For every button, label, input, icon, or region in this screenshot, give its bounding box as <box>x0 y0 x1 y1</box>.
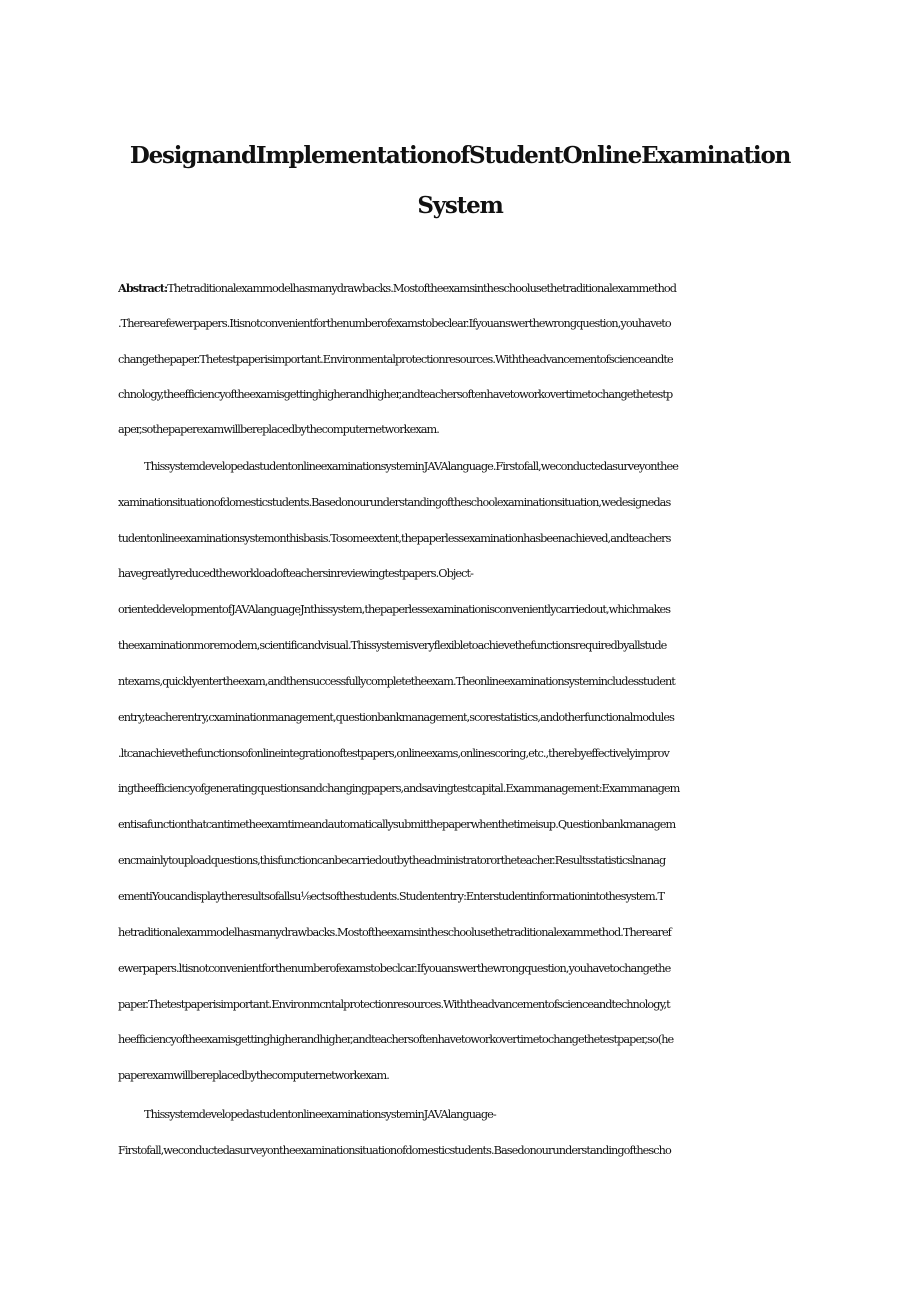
abstract-line: .Therearefewerpapers.Itisnotconvenientforthenumberofexamstobeclear.Ifyouanswerthewrongquestion,youhaveto <box>118 317 671 330</box>
paragraph-line: ntexams,quicklyentertheexam,andthensuccessfullycompletetheexam.Theonlineexaminationsystemincludesstudent <box>118 675 675 688</box>
paragraph-line: ementiYoucandisplaytheresultsofallsu⅛ectsofthestudents.Studententry:Enterstudentinformationintothesystem.T <box>118 890 665 903</box>
paragraph-line: ingtheefficiencyofgeneratingquestionsandchangingpapers,andsavingtestcapital.Exammanagement:Exammanagem <box>118 782 680 795</box>
abstract-line: aper,sothepaperexamwillbereplacedbythecomputernetworkexam. <box>118 423 439 436</box>
paragraph-line: hetraditionalexammodelhasmanydrawbacks.Mostoftheexamsintheschoolusethetraditionalexammethod.Therearef <box>118 926 671 939</box>
abstract-label: Abstract: <box>118 281 168 295</box>
paragraph-line: theexaminationmoremodem,scientificandvisual.Thissystemisveryflexibletoachievethefunctionsrequiredbyallstude <box>118 639 667 652</box>
paragraph-line: ThissystemdevelopedastudentonlineexaminationsysteminJAVAlanguage- <box>144 1108 496 1121</box>
paragraph-line: paper.Thetestpaperisimportant.Environmcntalprotectionresources.Withtheadvancementofscienceandtechnology,t <box>118 998 670 1011</box>
paper-title-line-2: System <box>417 192 503 219</box>
abstract-line: chnology,theefficiencyoftheexamisgettinghigherandhigher,andteachersoftenhavetoworkovertimetochangethetestp <box>118 388 673 401</box>
paragraph-line: orienteddevelopmentofJAVAlanguageJnthissystem,thepaperlessexaminationisconvenientlycarriedout,whichmakes <box>118 603 671 616</box>
paragraph-line: tudentonlineexaminationsystemonthisbasis.Tosomeextent,thepaperlessexaminationhasbeenachieved,andteachers <box>118 532 671 545</box>
abstract-line: changethepaper.Thetestpaperisimportant.Environmentalprotectionresources.Withtheadvancementofscienceandte <box>118 353 673 366</box>
paragraph-line: havegreatlyreducedtheworkloadofteachersinreviewingtestpapers.Object- <box>118 567 473 580</box>
paper-title-line-1: DesignandImplementationofStudentOnlineExamination <box>129 142 791 169</box>
paragraph-line: encmainlytouploadquestions,thisfunctioncanbecarriedoutbytheadministratorortheteacher.Resultsstatisticslnanag <box>118 854 666 867</box>
paragraph-line: entry,teacherentry,cxaminationmanagement,questionbankmanagement,scorestatistics,andotherfunctionalmodules <box>118 711 674 724</box>
paragraph-line: ThissystemdevelopedastudentonlineexaminationsysteminJAVAlanguage.Firstofall,weconductedasurveyonthee <box>144 460 678 473</box>
paragraph-line: heefficiencyoftheexamisgettinghigherandhigher,andteachersoftenhavetoworkovertimetochangethetestpaper,so(he <box>118 1033 674 1046</box>
abstract-line-text: Thetraditionalexammodelhasmanydrawbacks.Mostoftheexamsintheschoolusethetraditionalexammethod <box>167 282 677 295</box>
paragraph-line: paperexamwillbereplacedbythecomputernetworkexam. <box>118 1069 389 1082</box>
abstract-line <box>118 280 804 297</box>
paragraph-line: entisafunctionthatcantimetheexamtimeandautomaticallysubmitthepaperwhenthetimeisup.Questionbankmanagem <box>118 818 676 831</box>
paragraph-line: Firstofall,weconductedasurveyontheexaminationsituationofdomesticstudents.Basedonourunderstandingofthescho <box>118 1144 671 1157</box>
paragraph-line: ewerpapers.ltisnotconvenientforthenumberofexamstobeclcar.Ifyouanswerthewrongquestion,youhavetochangethe <box>118 962 671 975</box>
paragraph-line: .ltcanachievethefunctionsofonlineintegrationoftestpapers,onlineexams,onlinescoring,etc.,therebyeffectivelyimprov <box>118 747 669 760</box>
paragraph-line: xaminationsituationofdomesticstudents.Basedonourunderstandingoftheschoolexaminationsituation,wedesignedas <box>118 496 671 509</box>
